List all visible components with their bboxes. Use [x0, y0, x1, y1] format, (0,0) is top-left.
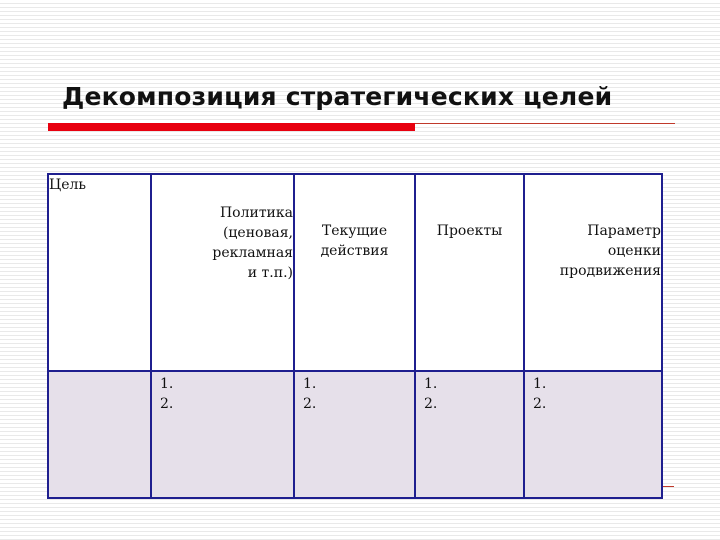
bottom-accent-rule — [662, 486, 674, 487]
header-progress-parameter-label: Параметр оценки продвижения — [559, 223, 661, 279]
list-item: 2. — [533, 396, 547, 412]
progress-parameter-list — [525, 374, 661, 414]
header-projects-label: Проекты — [436, 223, 503, 239]
decomposition-table — [47, 173, 663, 499]
list-item: 2. — [303, 396, 317, 412]
list-item: 1. — [303, 376, 317, 392]
list-item: 2. — [424, 396, 438, 412]
list-item: 1. — [533, 376, 547, 392]
list-item: 1. — [424, 376, 438, 392]
list-item: 1. — [160, 376, 174, 392]
projects-list — [416, 374, 523, 414]
body-cell-policy — [151, 371, 294, 498]
body-cell-progress-parameter — [524, 371, 662, 498]
header-policy — [151, 174, 294, 371]
header-policy-label: Политика (ценовая, рекламная и т.п.) — [212, 205, 293, 281]
header-progress-parameter — [524, 174, 662, 371]
policy-list — [152, 374, 293, 414]
body-cell-projects — [415, 371, 524, 498]
table-header-row — [48, 174, 662, 371]
header-goal-label: Цель — [49, 177, 87, 193]
table-body-row — [48, 371, 662, 498]
header-goal — [48, 174, 151, 371]
header-current-actions — [294, 174, 415, 371]
slide-title: Декомпозиция стратегических целей — [62, 82, 613, 111]
current-actions-list — [295, 374, 414, 414]
title-underline-rule — [415, 123, 675, 124]
header-current-actions-label: Текущие действия — [320, 223, 389, 259]
header-projects — [415, 174, 524, 371]
body-cell-current-actions — [294, 371, 415, 498]
list-item: 2. — [160, 396, 174, 412]
body-cell-goal — [48, 371, 151, 498]
title-accent-bar — [48, 123, 415, 131]
